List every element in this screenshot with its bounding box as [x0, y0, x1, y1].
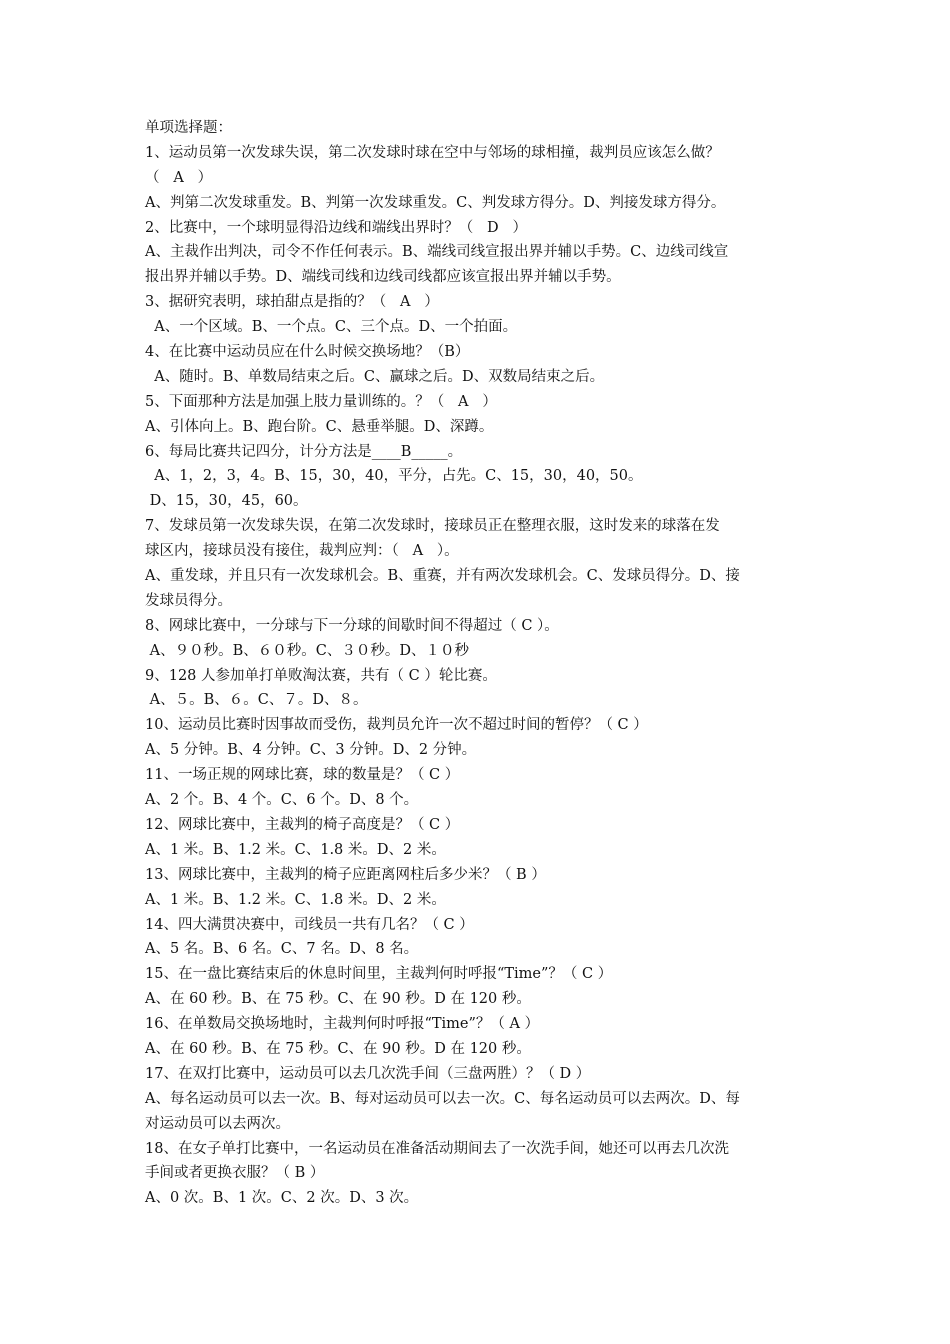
options-text: A、主裁作出判决，司令不作任何表示。B、端线司线宣报出界并辅以手势。C、边线司线宣	[145, 244, 729, 261]
question-text: 15、在一盘比赛结束后的休息时间里，主裁判何时呼报“Time”？（ C ）	[145, 966, 613, 983]
question-text: 12、网球比赛中，主裁判的椅子高度是？（ C ）	[145, 816, 460, 833]
question-text: 14、四大满贯决赛中，司线员一共有几名？（ C ）	[145, 916, 474, 933]
options-text: A、在 60 秒。B、在 75 秒。C、在 90 秒。D 在 120 秒。	[145, 1040, 531, 1057]
options-text: A、随时。B、单数局结束之后。C、赢球之后。D、双数局结束之后。	[145, 368, 605, 385]
question-text: 17、在双打比赛中，运动员可以去几次洗手间（三盘两胜）？（ D ）	[145, 1065, 591, 1082]
options-text: A、0 次。B、1 次。C、2 次。D、3 次。	[145, 1190, 419, 1207]
question-text: 5、下面那种方法是加强上肢力量训练的。？（ A ）	[145, 393, 497, 410]
options-text: A、5 名。B、6 名。C、7 名。D、8 名。	[145, 941, 419, 958]
options-text: A、2 个。B、4 个。C、6 个。D、8 个。	[145, 792, 419, 809]
question-text: 4、在比赛中运动员应在什么时候交换场地？（B）	[145, 344, 470, 361]
question-text: 6、每局比赛共记四分，计分方法是____B_____。	[145, 443, 463, 460]
question-text: 8、网球比赛中，一分球与下一分球的间歇时间不得超过（ C ）。	[145, 617, 559, 634]
question-text: 1、运动员第一次发球失误，第二次发球时球在空中与邻场的球相撞，裁判员应该怎么做？	[145, 144, 720, 161]
answer-marker: （ A ）	[145, 169, 213, 186]
question-text: 9、128 人参加单打单败淘汰赛，共有（ C ）轮比赛。	[145, 667, 497, 684]
options-text: A、５。B、６。C、７。D、８。	[145, 692, 368, 709]
options-text: 对运动员可以去两次。	[145, 1115, 290, 1132]
options-text: A、5 分钟。B、4 分钟。C、3 分钟。D、2 分钟。	[145, 742, 477, 759]
question-text: 7、发球员第一次发球失误，在第二次发球时，接球员正在整理衣服，这时发来的球落在发	[145, 518, 720, 535]
options-text: 报出界并辅以手势。D、端线司线和边线司线都应该宣报出界并辅以手势。	[145, 269, 621, 286]
options-text: A、一个区域。B、一个点。C、三个点。D、一个拍面。	[145, 319, 518, 336]
question-text: 16、在单数局交换场地时，主裁判何时呼报“Time”？（ A ）	[145, 1016, 540, 1033]
section-heading: 单项选择题：	[145, 120, 232, 136]
options-text: A、每名运动员可以去一次。B、每对运动员可以去一次。C、每名运动员可以去两次。D、每	[145, 1090, 740, 1107]
options-text: A、1，2，3，4。B、15，30，40，平分，占先。C、15，30，40，50。	[145, 468, 643, 485]
question-list	[145, 116, 815, 1211]
question-text: 11、一场正规的网球比赛，球的数量是？（ C ）	[145, 767, 460, 784]
question-text: 球区内，接球员没有接住，裁判应判：（ A ）。	[145, 543, 459, 560]
question-text: 10、运动员比赛时因事故而受伤，裁判员允许一次不超过时间的暂停？（ C ）	[145, 717, 648, 734]
options-text: A、判第二次发球重发。B、判第一次发球重发。C、判发球方得分。D、判接发球方得分。	[145, 194, 726, 211]
options-text: A、1 米。B、1.2 米。C、1.8 米。D、2 米。	[145, 841, 446, 858]
options-text: A、重发球，并且只有一次发球机会。B、重赛，并有两次发球机会。C、发球员得分。D、接	[145, 568, 740, 585]
question-text: 3、据研究表明，球拍甜点是指的？（ A ）	[145, 294, 439, 311]
options-text: A、在 60 秒。B、在 75 秒。C、在 90 秒。D 在 120 秒。	[145, 991, 531, 1008]
options-text: A、９０秒。B、６０秒。C、３０秒。D、１０秒	[145, 642, 469, 659]
question-text: 13、网球比赛中，主裁判的椅子应距离网柱后多少米？（ B ）	[145, 866, 546, 883]
options-text: A、引体向上。B、跑台阶。C、悬垂举腿。D、深蹲。	[145, 418, 494, 435]
question-text: 手间或者更换衣服？（ B ）	[145, 1165, 325, 1182]
question-text: 18、在女子单打比赛中，一名运动员在准备活动期间去了一次洗手间，她还可以再去几次洗	[145, 1140, 729, 1157]
options-text: 发球员得分。	[145, 592, 232, 609]
options-text: D、15，30，45，60。	[145, 493, 308, 510]
question-text: 2、比赛中，一个球明显得沿边线和端线出界时？（ D ）	[145, 219, 528, 236]
options-text: A、1 米。B、1.2 米。C、1.8 米。D、2 米。	[145, 891, 446, 908]
